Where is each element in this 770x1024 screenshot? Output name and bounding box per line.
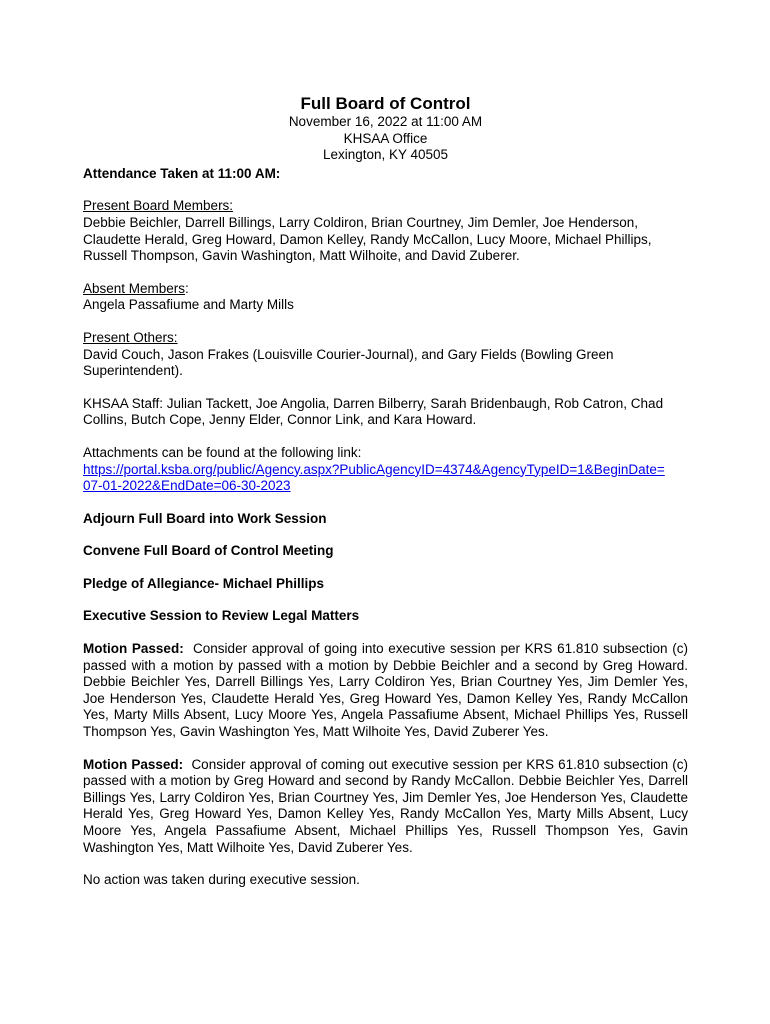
section-adjourn: Adjourn Full Board into Work Session bbox=[83, 510, 327, 526]
present-members-list: Debbie Beichler, Darrell Billings, Larry Coldiron, Brian Courtney, Jim Demler, Joe Henderson, Claudette Herald, Greg Howard, Damon Kelley, Randy McCallon, Lucy Moore, Michael Phillips, Russell Thompson, Gavin Washington, Matt Wilhoite, and David Zuberer. bbox=[83, 214, 652, 264]
attachments-link-line1: https://portal.ksba.org/public/Agency.aspx?PublicAgencyID=4374&AgencyTypeID=1&BeginDate= bbox=[83, 461, 665, 477]
motion-text: Consider approval of coming out executive session per KRS 61.810 subsection (c) passed with a motion by Greg Howard and second by Randy McCallon. Debbie Beichler Yes, Darrell Billings Yes, Larry Coldiron Yes, Brian Courtney Yes, Jim Demler Yes, Joe Henderson Yes, Claudette Herald Yes, Greg Howard Yes, Damon Kelley Yes, Randy McCallon Yes, Marty Mills Absent, Lucy Moore Yes, Angela Passafiume Absent, Michael Phillips Yes, Russell Thompson Yes, Gavin Washington Yes, Matt Wilhoite Yes, David Zuberer Yes. bbox=[83, 756, 688, 855]
section-pledge: Pledge of Allegiance- Michael Phillips bbox=[83, 575, 325, 591]
section-executive: Executive Session to Review Legal Matters bbox=[83, 608, 360, 624]
attachments-intro: Attachments can be found at the following link: bbox=[83, 444, 362, 460]
motion-label: Motion Passed: bbox=[83, 641, 184, 657]
attachments-block bbox=[83, 445, 688, 495]
document-header bbox=[83, 94, 688, 164]
section-convene: Convene Full Board of Control Meeting bbox=[83, 543, 334, 559]
present-others-label: Present Others: bbox=[83, 329, 178, 345]
attachments-link-line2: 07-01-2022&EndDate=06-30-2023 bbox=[83, 478, 291, 494]
absent-members-colon: : bbox=[185, 280, 189, 296]
motion-paragraph bbox=[83, 641, 688, 741]
meeting-date: November 16, 2022 at 11:00 AM bbox=[288, 114, 483, 129]
motion-text: Consider approval of going into executive session per KRS 61.810 subsection (c) passed with a motion by passed with a motion by Debbie Beichler and a second by Greg Howard. Debbie Beichler Yes, Darrell Billings Yes, Larry Coldiron Yes, Brian Courtney Yes, Jim Demler Yes, Joe Henderson Yes, Claudette Herald Yes, Greg Howard Yes, Damon Kelley Yes, Randy McCallon Yes, Marty Mills Absent, Lucy Moore Yes, Angela Passafiume Absent, Michael Phillips Yes, Russell Thompson Yes, Gavin Washington Yes, Matt Wilhoite Yes, David Zuberer Yes. bbox=[83, 641, 688, 740]
meeting-city: Lexington, KY 40505 bbox=[322, 147, 449, 163]
attendance-heading: Attendance Taken at 11:00 AM: bbox=[83, 165, 281, 181]
meeting-location: KHSAA Office bbox=[343, 130, 428, 146]
closing-note: No action was taken during executive session. bbox=[83, 872, 360, 888]
present-others-list: David Couch, Jason Frakes (Louisville Courier-Journal), and Gary Fields (Bowling Green Superintendent). bbox=[83, 346, 614, 379]
staff-list: KHSAA Staff: Julian Tackett, Joe Angolia, Darren Bilberry, Sarah Bridenbaugh, Rob Catron, Chad Collins, Butch Cope, Jenny Elder, Connor Link, and Kara Howard. bbox=[83, 395, 664, 428]
present-members-label: Present Board Members: bbox=[83, 198, 234, 214]
present-others-block bbox=[83, 330, 688, 380]
present-members-block bbox=[83, 198, 688, 264]
document-title: Full Board of Control bbox=[300, 94, 471, 113]
absent-members-label: Absent Members bbox=[83, 280, 186, 296]
document-body bbox=[83, 94, 688, 889]
attachments-link[interactable] bbox=[83, 462, 665, 494]
motion-paragraph bbox=[83, 757, 688, 857]
motion-label: Motion Passed: bbox=[83, 756, 184, 772]
absent-members-list: Angela Passafiume and Marty Mills bbox=[83, 297, 294, 313]
absent-members-block bbox=[83, 281, 688, 314]
